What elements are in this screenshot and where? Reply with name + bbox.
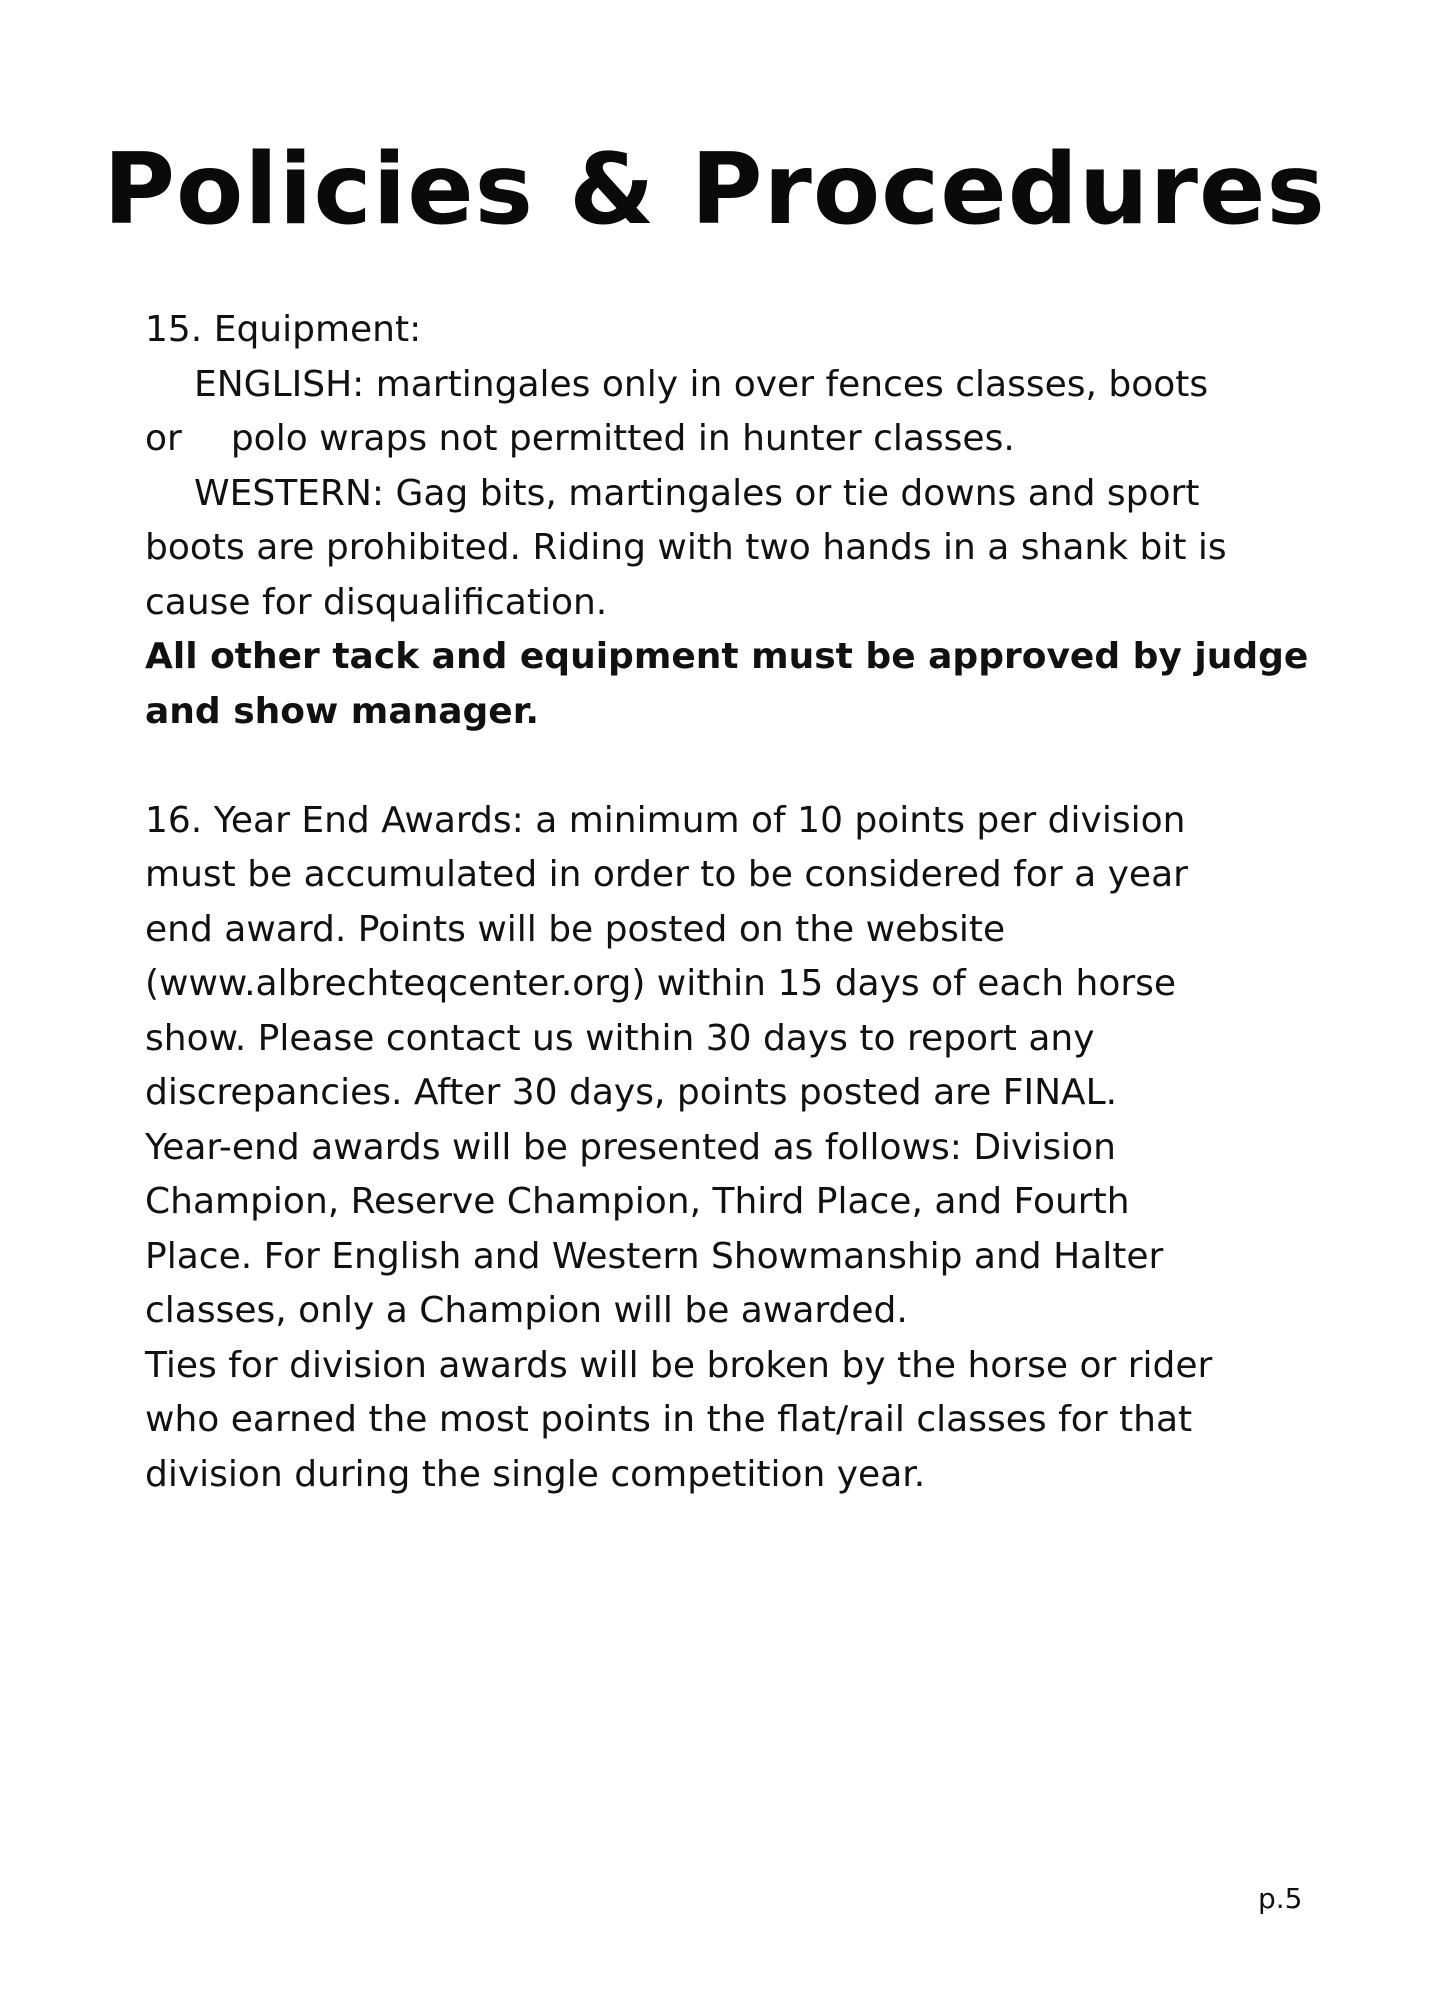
awards-line: must be accumulated in order to be considered for a year bbox=[145, 854, 1188, 895]
section-spacer bbox=[145, 739, 1315, 794]
western-rule-line-3: cause for disqualification. bbox=[145, 581, 608, 623]
western-rule-line-1: WESTERN: Gag bits, martingales or tie downs and sport bbox=[194, 472, 1200, 514]
approval-note-line-2: and show manager. bbox=[145, 690, 540, 732]
english-rule-or: or bbox=[145, 418, 182, 459]
section-15-heading: 15. Equipment: bbox=[145, 309, 422, 350]
awards-line: who earned the most points in the flat/rail classes for that bbox=[145, 1399, 1193, 1440]
awards-line: division during the single competition year. bbox=[145, 1453, 926, 1495]
english-rule-line-2 bbox=[145, 412, 1315, 467]
approval-note-line-1: All other tack and equipment must be approved by judge bbox=[145, 636, 1309, 677]
awards-line: Champion, Reserve Champion, Third Place, and Fourth bbox=[145, 1181, 1130, 1222]
awards-line: (www.albrechteqcenter.org) within 15 days of each horse bbox=[145, 963, 1177, 1004]
awards-line: Place. For English and Western Showmanship and Halter bbox=[145, 1235, 1164, 1277]
awards-line: Year-end awards will be presented as follows: Division bbox=[145, 1126, 1116, 1168]
awards-line: 16. Year End Awards: a minimum of 10 points per division bbox=[145, 799, 1186, 841]
english-rule-rest: polo wraps not permitted in hunter classes. bbox=[230, 418, 1015, 459]
page-number: p.5 bbox=[1258, 1882, 1303, 1915]
policy-content bbox=[145, 303, 1315, 1502]
awards-line: discrepancies. After 30 days, points posted are FINAL. bbox=[145, 1072, 1118, 1113]
awards-line: Ties for division awards will be broken by the horse or rider bbox=[145, 1344, 1213, 1386]
english-rule-line-1: ENGLISH: martingales only in over fences classes, boots bbox=[194, 363, 1209, 405]
awards-line: end award. Points will be posted on the website bbox=[145, 908, 1006, 950]
awards-line: classes, only a Champion will be awarded. bbox=[145, 1290, 908, 1331]
western-rule-line-2: boots are prohibited. Riding with two hands in a shank bit is bbox=[145, 527, 1227, 568]
page-title: Policies & Procedures bbox=[103, 133, 1326, 247]
awards-line: show. Please contact us within 30 days to report any bbox=[145, 1017, 1095, 1059]
